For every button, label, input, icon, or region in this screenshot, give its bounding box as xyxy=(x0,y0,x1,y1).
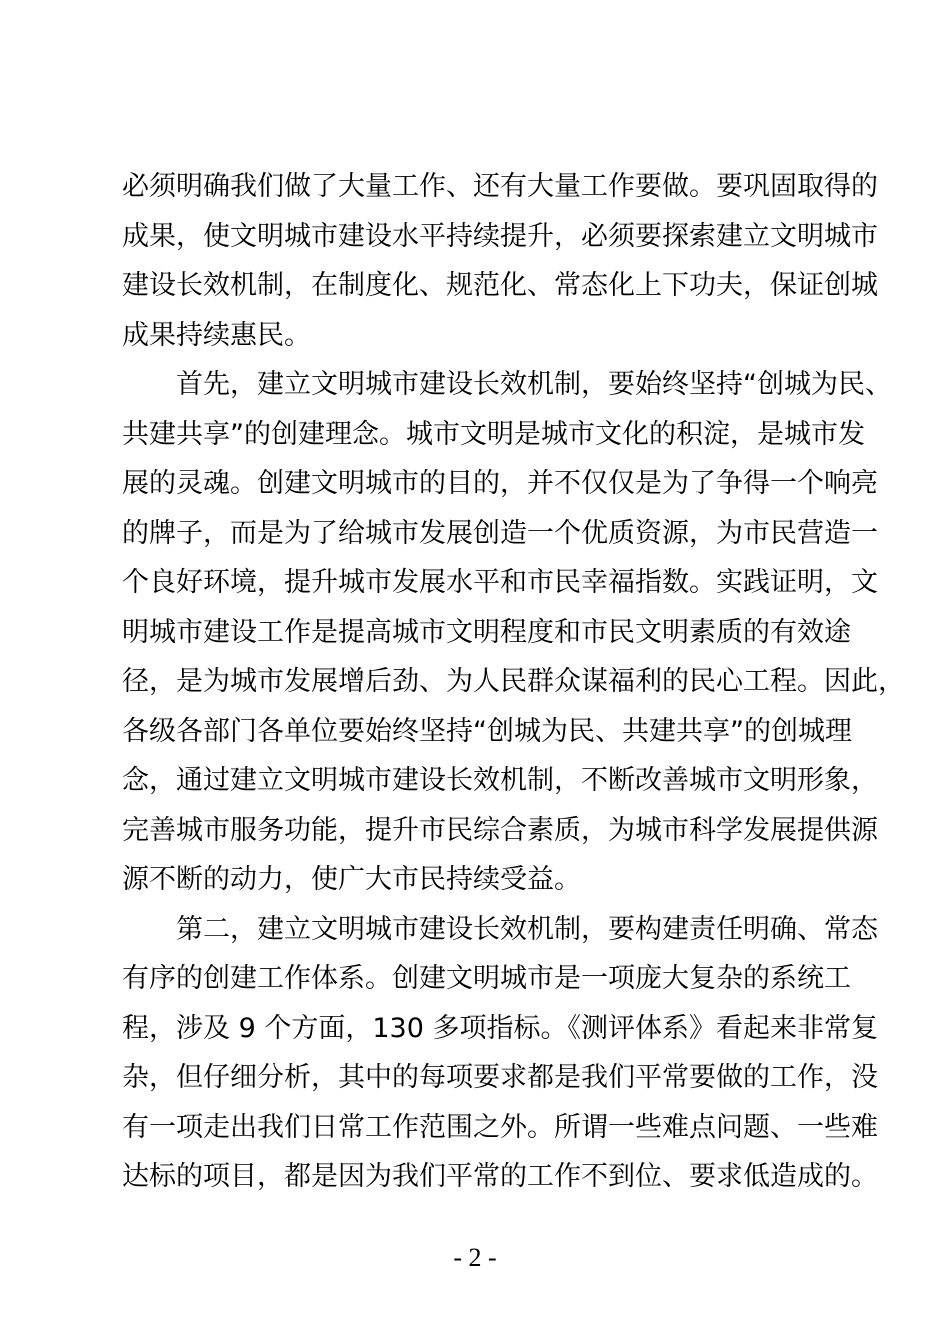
text-line: 必须明确我们做了大量工作、还有大量工作要做。要巩固取得的 xyxy=(122,171,878,202)
text-line: 成果持续惠民。 xyxy=(122,319,311,351)
text-line: 建设长效机制，在制度化、规范化、常态化上下功夫，保证创城 xyxy=(122,270,878,301)
text-line: 程，涉及 9 个方面，130 多项指标。《测评体系》看起来非常复 xyxy=(122,1012,878,1044)
text-line: 共建共享”的创建理念。城市文明是城市文化的积淀，是城市发 xyxy=(122,418,865,450)
text-line: 展的灵魂。创建文明城市的目的，并不仅仅是为了争得一个响亮 xyxy=(122,468,878,499)
text-line: 径，是为城市发展增后劲、为人民群众谋福利的民心工程。因此， xyxy=(122,666,905,697)
text-line: 有序的创建工作体系。创建文明城市是一项庞大复杂的系统工 xyxy=(122,963,851,994)
page-number: - 2 - xyxy=(453,1243,497,1272)
text-line: 各级各部门各单位要始终坚持“创城为民、共建共享”的创城理 xyxy=(122,715,852,747)
text-line: 第二，建立文明城市建设长效机制，要构建责任明确、常态 xyxy=(176,913,878,945)
paragraph-first xyxy=(122,360,905,905)
text-line: 有一项走出我们日常工作范围之外。所谓一些难点问题、一些难 xyxy=(122,1111,878,1143)
text-line: 源不断的动力，使广大市民持续受益。 xyxy=(122,864,581,895)
text-line: 完善城市服务功能，提升市民综合素质，为城市科学发展提供源 xyxy=(122,814,878,846)
text-line: 首先，建立文明城市建设长效机制，要始终坚持“创城为民、 xyxy=(176,369,892,400)
text-line: 杂，但仔细分析，其中的每项要求都是我们平常要做的工作，没 xyxy=(122,1062,878,1093)
document-body xyxy=(122,162,905,1202)
paragraph-second xyxy=(122,905,878,1202)
text-line: 个良好环境，提升城市发展水平和市民幸福指数。实践证明，文 xyxy=(122,567,878,598)
text-line: 念，通过建立文明城市建设长效机制，不断改善城市文明形象， xyxy=(122,765,878,796)
text-line: 成果，使文明城市建设水平持续提升，必须要探索建立文明城市 xyxy=(122,220,878,252)
text-line: 的牌子，而是为了给城市发展创造一个优质资源，为市民营造一 xyxy=(122,517,878,549)
text-line: 明城市建设工作是提高城市文明程度和市民文明素质的有效途 xyxy=(122,616,851,648)
paragraph-continuation xyxy=(122,162,878,360)
text-line: 达标的项目，都是因为我们平常的工作不到位、要求低造成的。 xyxy=(122,1161,878,1192)
